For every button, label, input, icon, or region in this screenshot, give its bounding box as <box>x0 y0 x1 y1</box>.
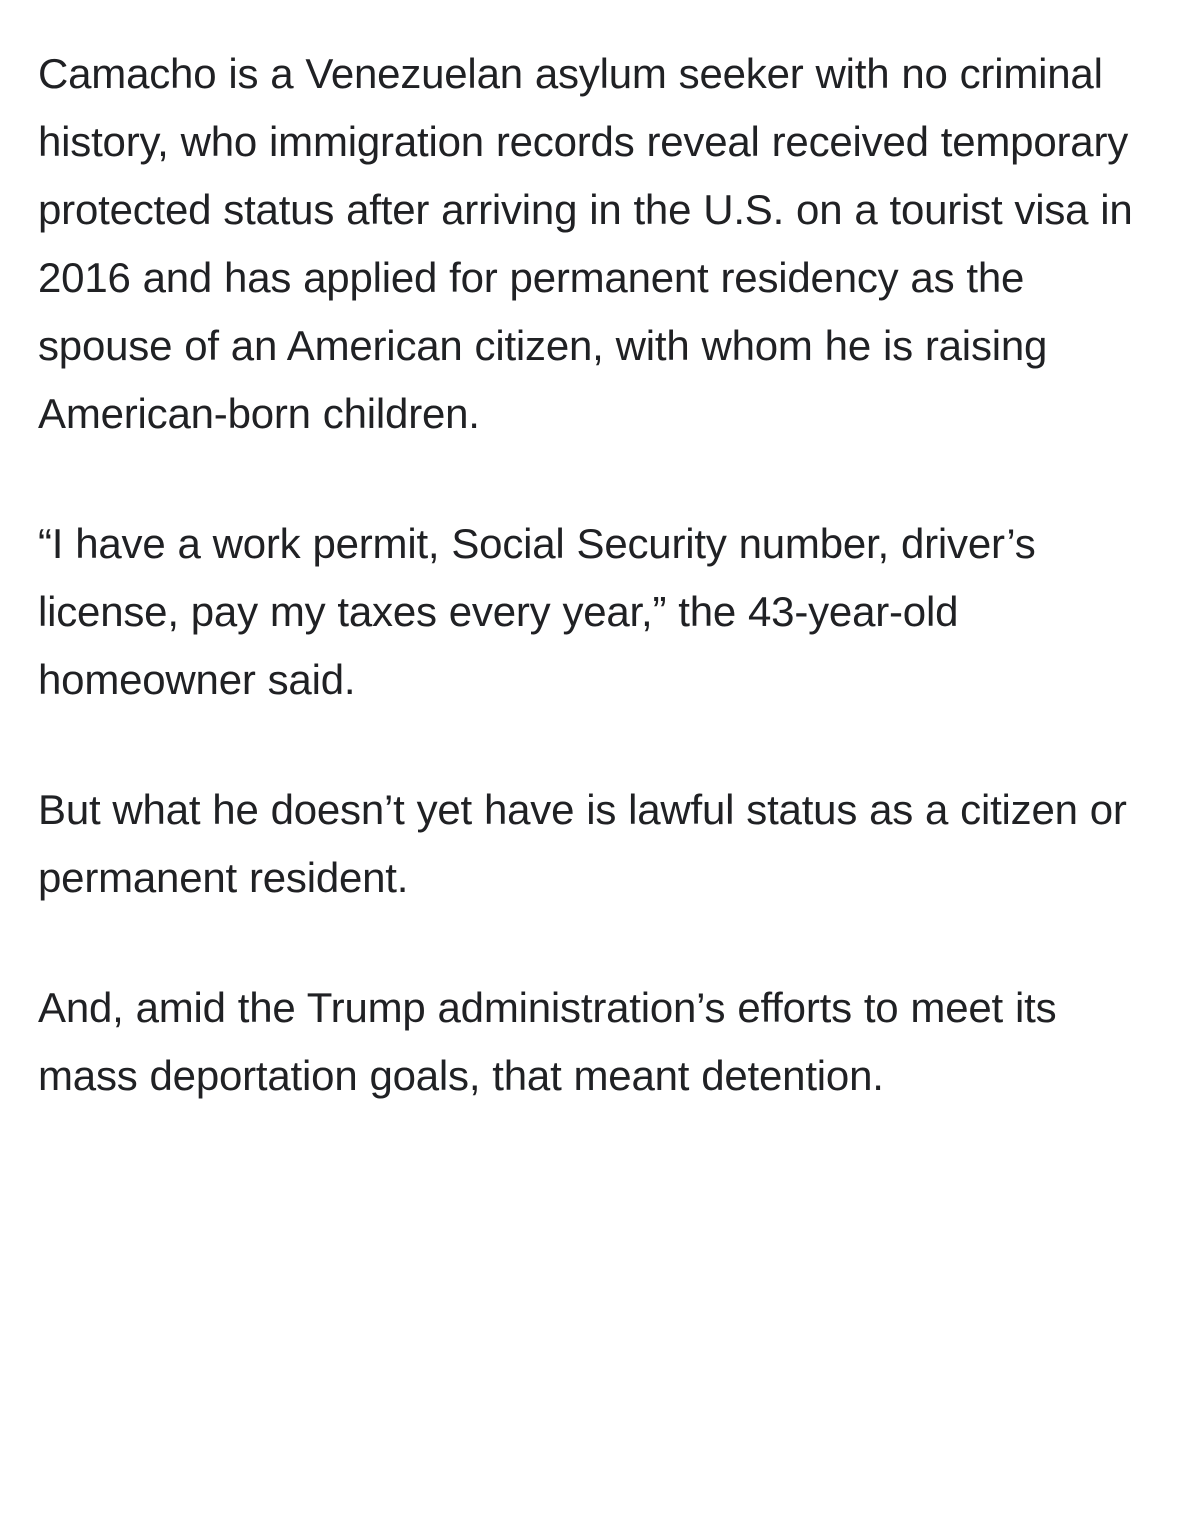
article-paragraph: And, amid the Trump administration’s efforts to meet its mass deportation goals, that meant detention. <box>38 984 1057 1100</box>
article-paragraph: Camacho is a Venezuelan asylum seeker with no criminal history, who immigration records reveal received temporary protected status after arriving in the U.S. on a tourist visa in 2016 and has applied for permanent residency as the spouse of an American citizen, with whom he is raising American-born children. <box>38 50 1133 438</box>
article-paragraph: But what he doesn’t yet have is lawful status as a citizen or permanent resident. <box>38 786 1127 902</box>
article-paragraph: “I have a work permit, Social Security number, driver’s license, pay my taxes every year,” the 43-year-old homeowner said. <box>38 520 1036 704</box>
